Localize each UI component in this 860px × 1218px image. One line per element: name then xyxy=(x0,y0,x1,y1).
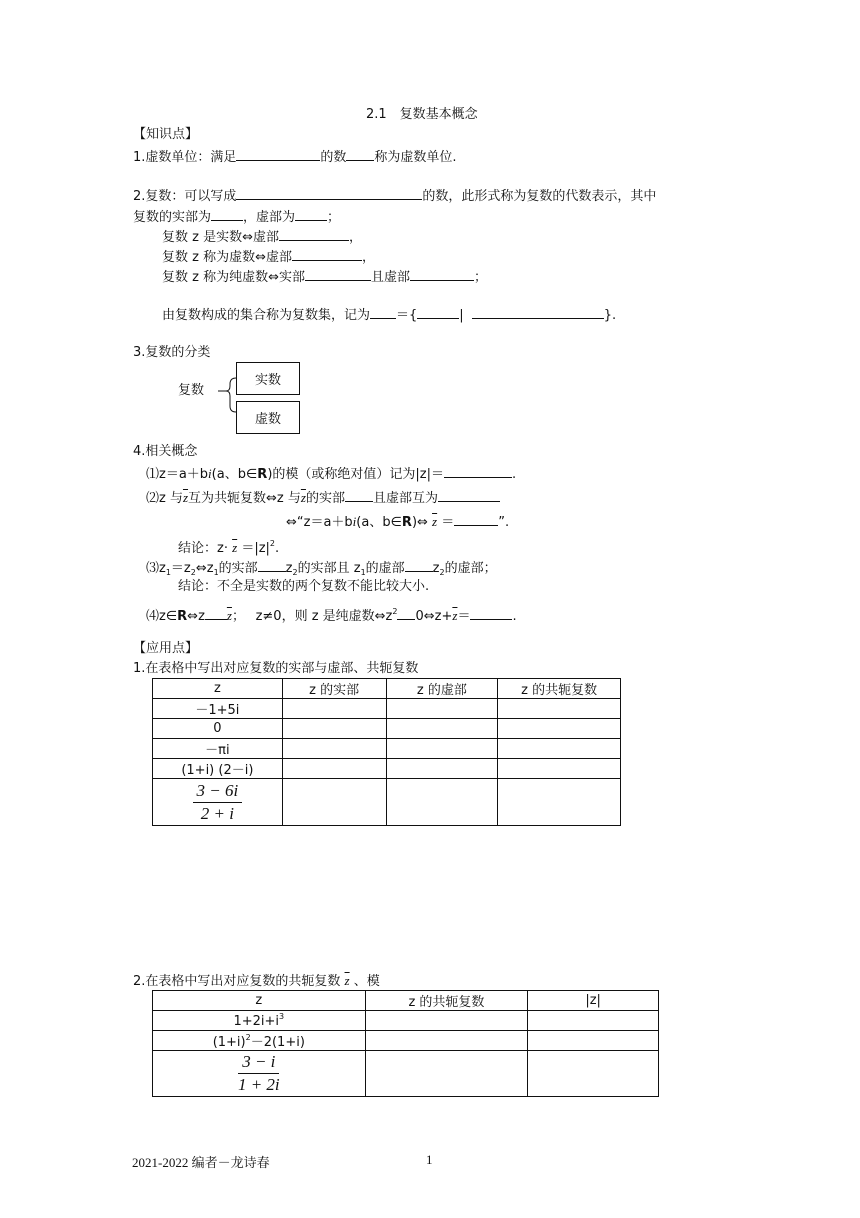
text: ⑷z∈ xyxy=(146,609,178,624)
answer-cell[interactable] xyxy=(498,739,621,759)
cell-z: 0 xyxy=(153,719,283,739)
text: 0⇔z+ xyxy=(415,609,453,624)
text: 2.复数：可以写成 xyxy=(133,189,237,204)
text: 称为虚数单位. xyxy=(374,150,457,165)
table-row xyxy=(153,719,621,739)
header-modulus: |z| xyxy=(528,991,659,1011)
answer-cell[interactable] xyxy=(528,1031,659,1051)
text: 2 xyxy=(190,568,196,577)
text: ； xyxy=(327,210,341,225)
text: 互为共轭复数⇔z 与 xyxy=(188,491,301,506)
text: 2 xyxy=(245,1033,251,1042)
table-row xyxy=(153,699,621,719)
blank xyxy=(205,605,227,620)
blank xyxy=(345,487,373,502)
text: R xyxy=(257,467,268,482)
cell-z xyxy=(153,1031,366,1051)
blank xyxy=(211,206,243,221)
knowledge-item-1 xyxy=(133,146,457,167)
text: 且虚部 xyxy=(370,270,410,285)
text: 的数 xyxy=(320,150,347,165)
text: | xyxy=(459,308,464,323)
text: R xyxy=(177,609,188,624)
box-imaginary: 虚数 xyxy=(236,401,300,434)
fraction-denominator: 1 + 2i xyxy=(237,1075,280,1094)
header-real: z 的实部 xyxy=(282,679,386,699)
text: ＝ xyxy=(457,609,471,624)
text: ， xyxy=(361,250,375,265)
blank xyxy=(444,463,512,478)
footer-author: 2021-2022 编者－龙诗春 xyxy=(132,1155,270,1170)
cell-z: (1+i) (2－i) xyxy=(153,759,283,779)
table-header-row xyxy=(153,679,621,699)
text: $\overline{z}$ xyxy=(226,608,232,623)
blank xyxy=(346,146,374,161)
answer-cell[interactable] xyxy=(365,1051,528,1097)
fraction-denominator: 2 + i xyxy=(200,803,234,823)
text: 由复数构成的集合称为复数集，记为 xyxy=(162,308,371,323)
answer-cell[interactable] xyxy=(386,699,498,719)
text: $\overline{z}$ xyxy=(300,490,306,505)
text: 的实部且 z xyxy=(297,561,361,576)
fraction-numerator: 3 − 6i xyxy=(193,781,243,803)
blank xyxy=(305,266,371,281)
blank xyxy=(236,146,320,161)
table-row xyxy=(153,1051,659,1097)
text: z xyxy=(285,561,293,576)
text: 的实部 xyxy=(218,561,258,576)
table-row xyxy=(153,739,621,759)
text: ＝|z| xyxy=(241,541,270,556)
text: 1.虚数单位：满足 xyxy=(133,150,237,165)
text: ”. xyxy=(498,515,510,530)
cell-z-fraction xyxy=(153,779,283,826)
answer-cell[interactable] xyxy=(386,719,498,739)
blank xyxy=(292,246,362,261)
text: ⇔z xyxy=(187,609,205,624)
text: 复数 z 称为虚数⇔虚部 xyxy=(162,250,292,265)
text: . xyxy=(512,609,517,624)
text: ⑵z 与 xyxy=(146,491,183,506)
blank xyxy=(438,487,500,502)
table-row xyxy=(153,759,621,779)
real-condition xyxy=(162,226,362,247)
table-row xyxy=(153,779,621,826)
cell-z: －1+5i xyxy=(153,699,283,719)
fraction xyxy=(234,1052,284,1095)
text: 的虚部； xyxy=(444,561,497,576)
application-heading: 【应用点】 xyxy=(133,641,199,656)
header-z: z xyxy=(153,679,283,699)
blank xyxy=(472,304,604,319)
text: 的实部 xyxy=(305,491,345,506)
blank xyxy=(454,511,498,526)
answer-cell[interactable] xyxy=(282,739,386,759)
text: ⑴z＝a＋b xyxy=(146,467,209,482)
text: )的模（或称绝对值）记为|z|＝ xyxy=(267,467,444,482)
blank xyxy=(370,304,396,319)
text: $\overline{z}$ xyxy=(182,490,189,505)
concept-modulus xyxy=(146,463,516,484)
header-z: z xyxy=(153,991,366,1011)
text: 2 xyxy=(292,568,298,577)
classification-root: 复数 xyxy=(178,383,205,398)
text: (1+i) xyxy=(212,1035,246,1050)
text: z xyxy=(432,561,440,576)
text: 1 xyxy=(165,568,171,577)
answer-cell[interactable] xyxy=(365,1011,528,1031)
blank xyxy=(397,605,415,620)
text: $\overline{z}$ xyxy=(232,540,238,555)
text: 1 xyxy=(360,568,366,577)
text: －2(1+i) xyxy=(250,1035,305,1050)
blank xyxy=(417,304,459,319)
table-row xyxy=(153,1031,659,1051)
knowledge-item-2 xyxy=(133,185,656,206)
text: 且虚部互为 xyxy=(372,491,438,506)
text: 2 xyxy=(392,607,398,616)
page-number: 1 xyxy=(426,1152,433,1167)
text: $\overline{z}$ xyxy=(432,514,438,529)
imag-condition xyxy=(162,246,375,267)
text: 2 xyxy=(439,568,445,577)
knowledge-item-2-line2 xyxy=(133,206,340,227)
answer-cell[interactable] xyxy=(386,759,498,779)
answer-cell[interactable] xyxy=(282,779,386,826)
text: 复数 z 是实数⇔虚部 xyxy=(162,230,279,245)
blank xyxy=(405,557,433,572)
page-title: 2.1 复数基本概念 xyxy=(366,107,478,122)
text: ⇔“z＝a＋b xyxy=(286,515,353,530)
text: 2 xyxy=(269,539,275,548)
concept-real-pure xyxy=(146,603,517,626)
answer-cell[interactable] xyxy=(386,739,498,759)
table-2 xyxy=(152,990,659,1097)
text: ⇔z xyxy=(195,561,214,576)
text: 3 xyxy=(279,1012,285,1021)
table-row xyxy=(153,1011,659,1031)
fraction xyxy=(193,781,243,824)
text: 结论：z· xyxy=(178,541,228,556)
text: 1+2i+i xyxy=(233,1014,280,1029)
text: $\overline{z}$ xyxy=(452,608,458,623)
text: ＝z xyxy=(170,561,191,576)
table-header-row xyxy=(153,991,659,1011)
knowledge-heading: 【知识点】 xyxy=(133,127,199,142)
classification-heading: 3.复数的分类 xyxy=(133,345,211,360)
header-conjugate: z 的共轭复数 xyxy=(365,991,528,1011)
cell-z xyxy=(153,1011,366,1031)
text: ； z≠0，则 z 是纯虚数⇔z xyxy=(231,609,393,624)
text: 的虚部 xyxy=(365,561,405,576)
text: R xyxy=(401,515,412,530)
text: (a、b∈ xyxy=(356,515,402,530)
text: (a、b∈ xyxy=(211,467,258,482)
answer-cell[interactable] xyxy=(282,719,386,739)
text: . xyxy=(275,541,280,556)
text: 的数，此形式称为复数的代数表示，其中 xyxy=(422,189,657,204)
answer-cell[interactable] xyxy=(498,699,621,719)
text: ⑶z xyxy=(146,561,166,576)
blank xyxy=(295,206,327,221)
answer-cell[interactable] xyxy=(282,699,386,719)
answer-cell[interactable] xyxy=(498,719,621,739)
text: 、模 xyxy=(353,974,380,989)
text: }. xyxy=(603,308,617,323)
answer-cell[interactable] xyxy=(386,779,498,826)
text: ＝{ xyxy=(396,308,418,323)
text: $\overline{z}$ xyxy=(344,973,350,988)
header-conjugate: z 的共轭复数 xyxy=(498,679,621,699)
text: ， xyxy=(348,230,362,245)
conclusion-2: 结论：不全是实数的两个复数不能比较大小. xyxy=(178,579,430,594)
text: )⇔ xyxy=(411,515,428,530)
header-imag: z 的虚部 xyxy=(386,679,498,699)
text: . xyxy=(511,467,517,482)
concept-conjugate xyxy=(146,487,500,508)
text: 1 xyxy=(213,568,219,577)
box-real: 实数 xyxy=(236,362,300,395)
question-1: 1.在表格中写出对应复数的实部与虚部、共轭复数 xyxy=(133,661,419,676)
complex-set xyxy=(162,304,616,325)
text: 复数的实部为 xyxy=(133,210,212,225)
question-2 xyxy=(133,972,380,991)
blank xyxy=(279,226,349,241)
text: ，虚部为 xyxy=(243,210,296,225)
text: 2.在表格中写出对应复数的共轭复数 xyxy=(133,974,341,989)
blank xyxy=(470,605,512,620)
answer-cell[interactable] xyxy=(528,1051,659,1097)
answer-cell[interactable] xyxy=(498,779,621,826)
pure-imag-condition xyxy=(162,266,487,287)
cell-z-fraction xyxy=(153,1051,366,1097)
text: ＝ xyxy=(441,515,455,530)
answer-cell[interactable] xyxy=(528,1011,659,1031)
table-1 xyxy=(152,678,621,826)
conclusion-1 xyxy=(178,535,279,558)
answer-cell[interactable] xyxy=(282,759,386,779)
concept-conjugate-form xyxy=(286,511,509,532)
blank xyxy=(258,557,286,572)
fraction-numerator: 3 − i xyxy=(238,1052,279,1074)
text: 复数 z 称为纯虚数⇔实部 xyxy=(162,270,305,285)
text: ； xyxy=(474,270,488,285)
answer-cell[interactable] xyxy=(365,1031,528,1051)
blank xyxy=(236,185,422,200)
text: i xyxy=(352,514,357,529)
answer-cell[interactable] xyxy=(498,759,621,779)
blank xyxy=(410,266,474,281)
text: i xyxy=(208,466,212,481)
cell-z: －πi xyxy=(153,739,283,759)
concepts-heading: 4.相关概念 xyxy=(133,444,198,459)
